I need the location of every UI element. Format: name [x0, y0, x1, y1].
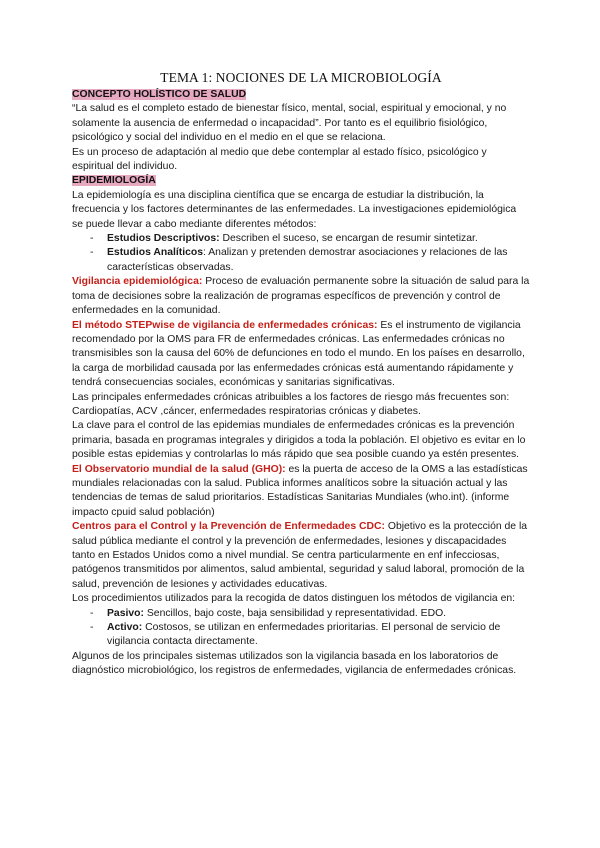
- paragraph-text: Objetivo es la protección de la salud pública mediante el control y la prevención de enfermedades, lesiones y discapacidades tanto en Estados Unidos como a nivel mundial. Se centra particularmente en enf infecciosas, patógenos transmitidos por alimentos, salud ambiental, seguridad y salud laboral, promoción de la salud, prevención de lesiones y actividades educativas.: [72, 521, 528, 590]
- list-item-term: Pasivo:: [107, 607, 144, 619]
- list-item: [72, 607, 530, 621]
- term-gho: El Observatorio mundial de la salud (GHO):: [72, 463, 286, 475]
- list-item: [72, 232, 530, 246]
- list-item-term: Estudios Descriptivos:: [107, 233, 220, 245]
- section-cdc: [72, 520, 530, 678]
- list-item-text: Costosos, se utilizan en enfermedades prioritarias. El personal de servicio de vigilancia contacta directamente.: [107, 622, 501, 648]
- paragraph: Es un proceso de adaptación al medio que debe contemplar al estado físico, psicológico y espiritual del individuo.: [72, 146, 487, 173]
- paragraph-text: es la puerta de acceso de la OMS a las estadísticas mundiales relacionadas con la salud. Publica informes analíticos sobre la situación actual y las tendencias de temas de salud prioritarios. Estadísticas Sanitarias Mundiales (who.int). (informe impacto cpuid salud población): [72, 463, 528, 518]
- surveillance-methods-list: [72, 607, 530, 650]
- paragraph: “La salud es el completo estado de bienestar físico, mental, social, espiritual y emocional, y no solamente la ausencia de enfermedad o incapacidad”. Por tanto es el equilibrio fisiológico, psicológico y social del individuo en el medio en el que se relaciona.: [72, 103, 507, 144]
- paragraph: La clave para el control de las epidemias mundiales de enfermedades crónicas es la prevención primaria, basada en programas integrales y dirigidos a toda la población. El objetivo es evitar en lo posible estas epidemias y controlarlas lo más rápido que sea posible cuando ya estén presentes.: [72, 420, 526, 461]
- section-stepwise: [72, 319, 530, 463]
- section-heading-holistic-health: CONCEPTO HOLÍSTICO DE SALUD: [72, 89, 247, 100]
- term-cdc: Centros para el Control y la Prevención de Enfermedades CDC:: [72, 521, 385, 533]
- study-types-list: [72, 232, 530, 275]
- list-item-text: : Analizan y pretenden demostrar asociaciones y relaciones de las características observadas.: [107, 247, 508, 273]
- section-heading-epidemiology: EPIDEMIOLOGÍA: [72, 175, 156, 187]
- list-item-term: Activo:: [107, 622, 143, 634]
- page-title: TEMA 1: NOCIONES DE LA MICROBIOLOGÍA: [160, 70, 442, 85]
- paragraph: Algunos de los principales sistemas utilizados son la vigilancia basada en los laboratorios de diagnóstico microbiológico, los registros de enfermedades, vigilancia de enfermedades crónicas.: [72, 650, 517, 677]
- term-epidemiological-surveillance: Vigilancia epidemiológica:: [72, 276, 203, 288]
- paragraph-text: Proceso de evaluación permanente sobre la situación de salud para la toma de decisiones sobre la realización de programas específicos de prevención y control de enfermedades en la comunidad.: [72, 276, 530, 317]
- paragraph-text: Es el instrumento de vigilancia recomendado por la OMS para FR de enfermedades crónicas. Las enfermedades crónicas no transmisibles son la causa del 60% de defunciones en todo el mundo. En los países en desarrollo, la carga de morbilidad causada por las enfermedades crónicas está aumentando rápidamente y tendrá consecuencias sociales, económicas y sanitarias significativas.: [72, 319, 525, 389]
- paragraph: Las principales enfermedades crónicas atribuibles a los factores de riesgo más frecuentes son: Cardiopatías, ACV ,cáncer, enfermedades respiratorias crónicas y diabetes.: [72, 391, 510, 417]
- list-item: [72, 246, 530, 275]
- list-item-term: Estudios Analíticos: [107, 247, 204, 259]
- list-item-text: Sencillos, bajo coste, baja sensibilidad y representatividad. EDO.: [143, 607, 447, 619]
- section-epidemiology: [72, 174, 530, 275]
- term-stepwise: El método STEPwise de vigilancia de enfermedades crónicas:: [72, 319, 378, 331]
- list-item-text: Describen el suceso, se encargan de resumir sintetizar.: [219, 233, 478, 245]
- paragraph: La epidemiología es una disciplina científica que se encarga de estudiar la distribución, la frecuencia y los factores determinantes de las enfermedades. La investigaciones epidemiológica se puede llevar a cabo mediante diferentes métodos:: [72, 189, 517, 230]
- section-holistic-health: [72, 88, 530, 174]
- paragraph: Los procedimientos utilizados para la recogida de datos distinguen los métodos de vigilancia en:: [72, 593, 516, 605]
- paragraph-gho: [72, 463, 530, 521]
- list-item: [72, 621, 530, 650]
- paragraph-epidemiological-surveillance: [72, 275, 530, 318]
